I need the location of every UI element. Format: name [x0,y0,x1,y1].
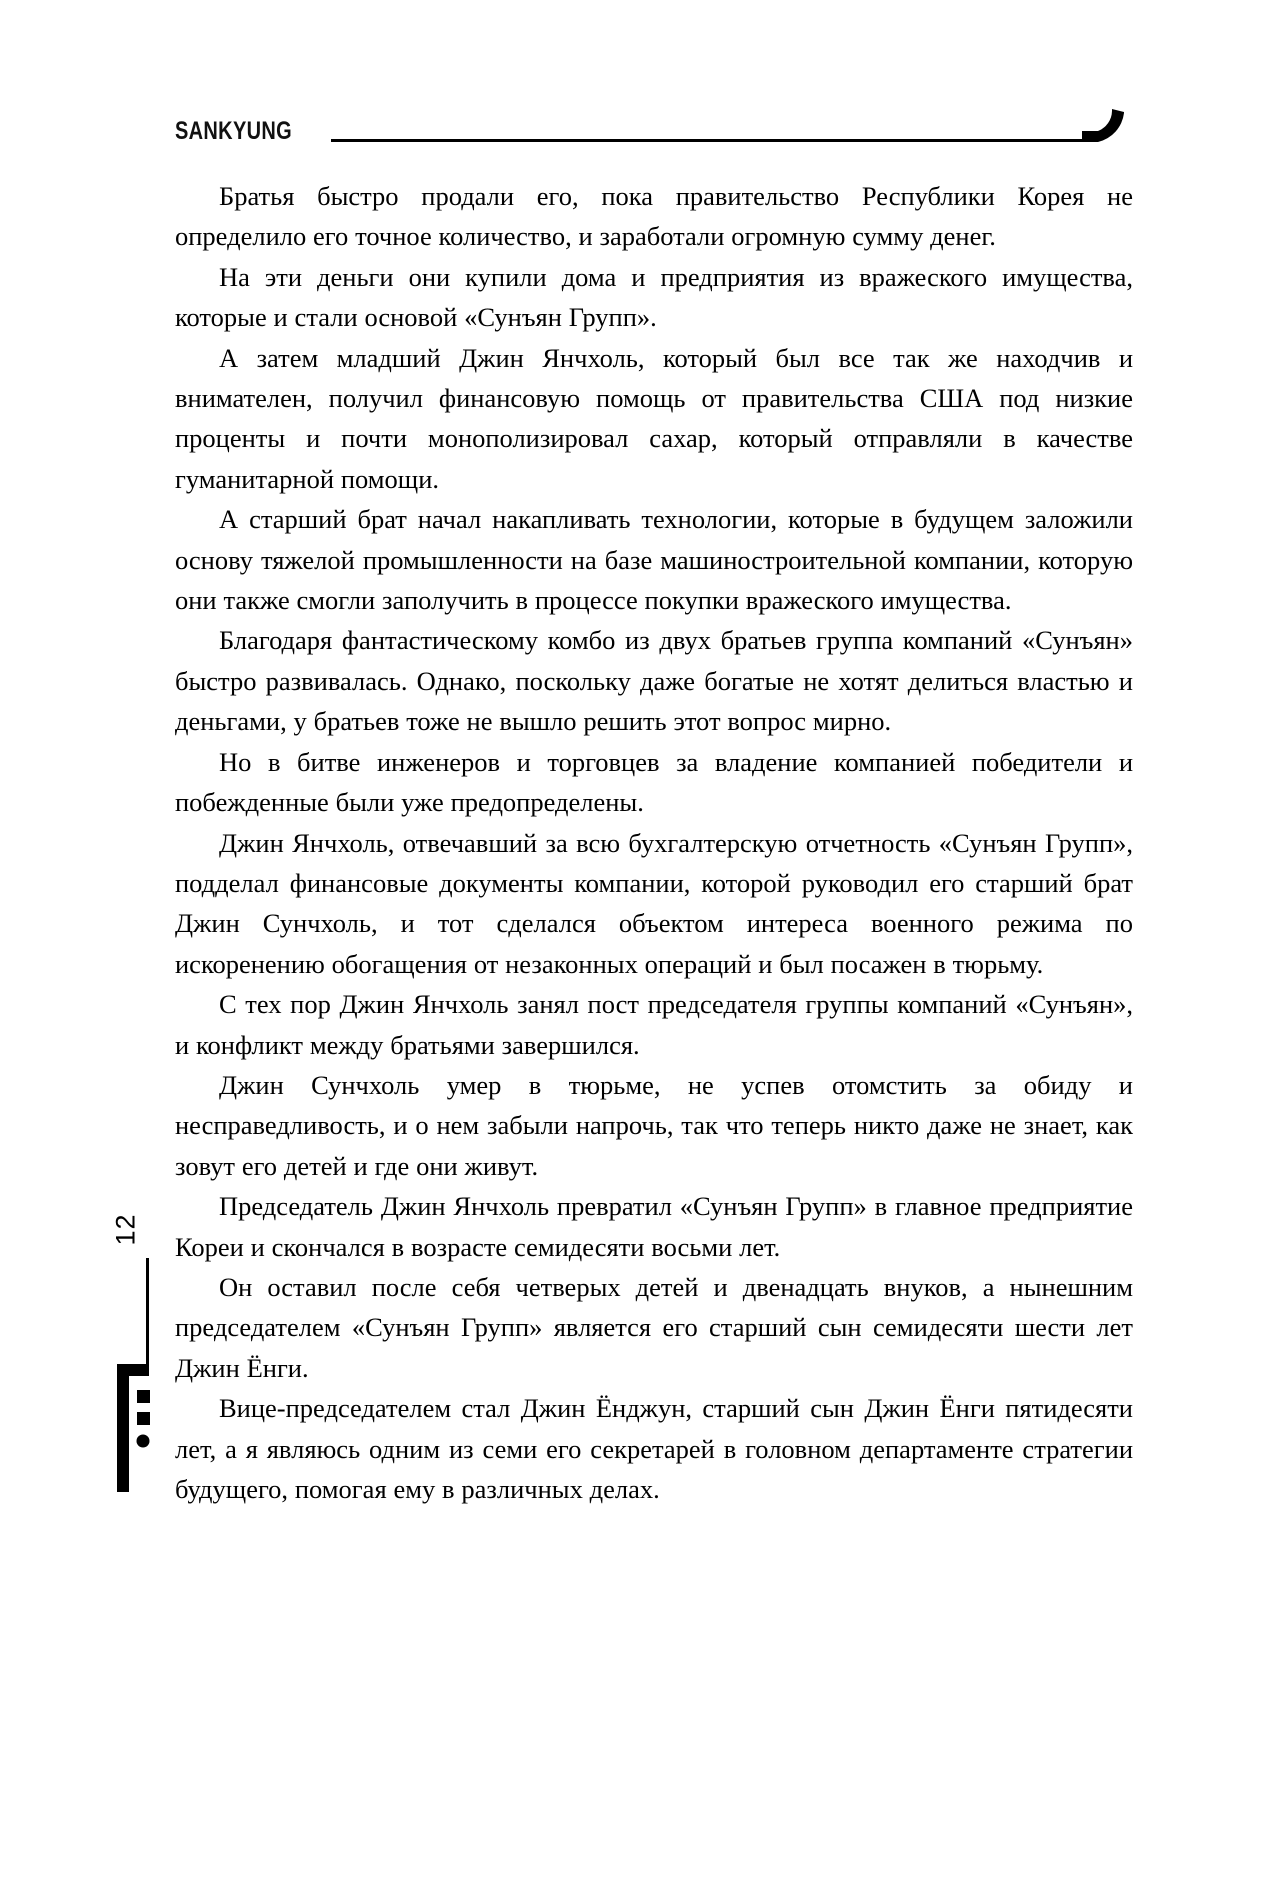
paragraph: А затем младший Джин Янчхоль, который был все так же находчив и внимателен, получил финансовую помощь от правительства США под низкие проценты и почти монополизировал сахар, который отправляли в качестве гуманитарной помощи. [175,342,1133,494]
paragraph: Джин Янчхоль, отвечавший за всю бухгалтерскую отчетность «Сунъян Групп», подделал финансовые документы компании, которой руководил его старший брат Джин Сунчхоль, и тот сделался объектом интереса военного режима по искоренению обогащения от незаконных операций и был посажен в тюрьму. [175,827,1133,979]
paragraph: Вице-председателем стал Джин Ёнджун, старший сын Джин Ёнги пятидесяти лет, а я являюсь одним из семи его секретарей в головном департаменте стратегии будущего, помогая ему в различных делах. [175,1393,1133,1504]
paragraph: С тех пор Джин Янчхоль занял пост председателя группы компаний «Сунъян», и конфликт между братьями завершился. [175,989,1133,1060]
paragraph: Братья быстро продали его, пока правительство Республики Корея не определило его точное количество, и заработали огромную сумму денег. [175,181,1133,252]
curved-hook-ornament-icon [1082,109,1130,142]
body-text-column [175,176,1133,1509]
paragraph: Председатель Джин Янчхоль превратил «Сунъян Групп» в главное предприятие Кореи и скончался в возрасте семидесяти восьми лет. [175,1191,1133,1262]
page-number: 12 [110,1213,141,1246]
paragraph: Но в битве инженеров и торговцев за владение компанией победители и побежденные были уже предопределены. [175,746,1133,818]
paragraph: На эти деньги они купили дома и предприятия из вражеского имущества, которые и стали основой «Сунъян Групп». [175,261,1133,333]
folio-ornament [104,1196,176,1496]
paragraph: А старший брат начал накапливать технологии, которые в будущем заложили основу тяжелой промышленности на базе машиностроительной компании, которую они также смогли заполучить в процессе покупки вражеского имущества. [175,504,1133,616]
paragraph: Благодаря фантастическому комбо из двух братьев группа компаний «Сунъян» быстро развивалась. Однако, поскольку даже богатые не хотят делиться властью и деньгами, у братьев тоже не вышло решить этот вопрос мирно. [175,625,1133,737]
paragraph: Он оставил после себя четверых детей и двенадцать внуков, а нынешним председателем «Сунъян Групп» является его старший сын семидесяти шести лет Джин Ёнги. [175,1271,1133,1383]
vertical-rule-icon [146,1258,149,1366]
paragraph: Джин Сунчхоль умер в тюрьме, не успев отомстить за обиду и несправедливость, и о нем забыли напрочь, так что теперь никто даже не знает, как зовут его детей и где они живут. [175,1069,1133,1181]
running-header [175,108,1130,154]
running-header-rule-group [331,108,1130,154]
bracket-dots-ornament-icon [104,1364,168,1492]
running-header-title: SANKYUNG [175,116,293,145]
horizontal-rule-icon [331,139,1084,142]
